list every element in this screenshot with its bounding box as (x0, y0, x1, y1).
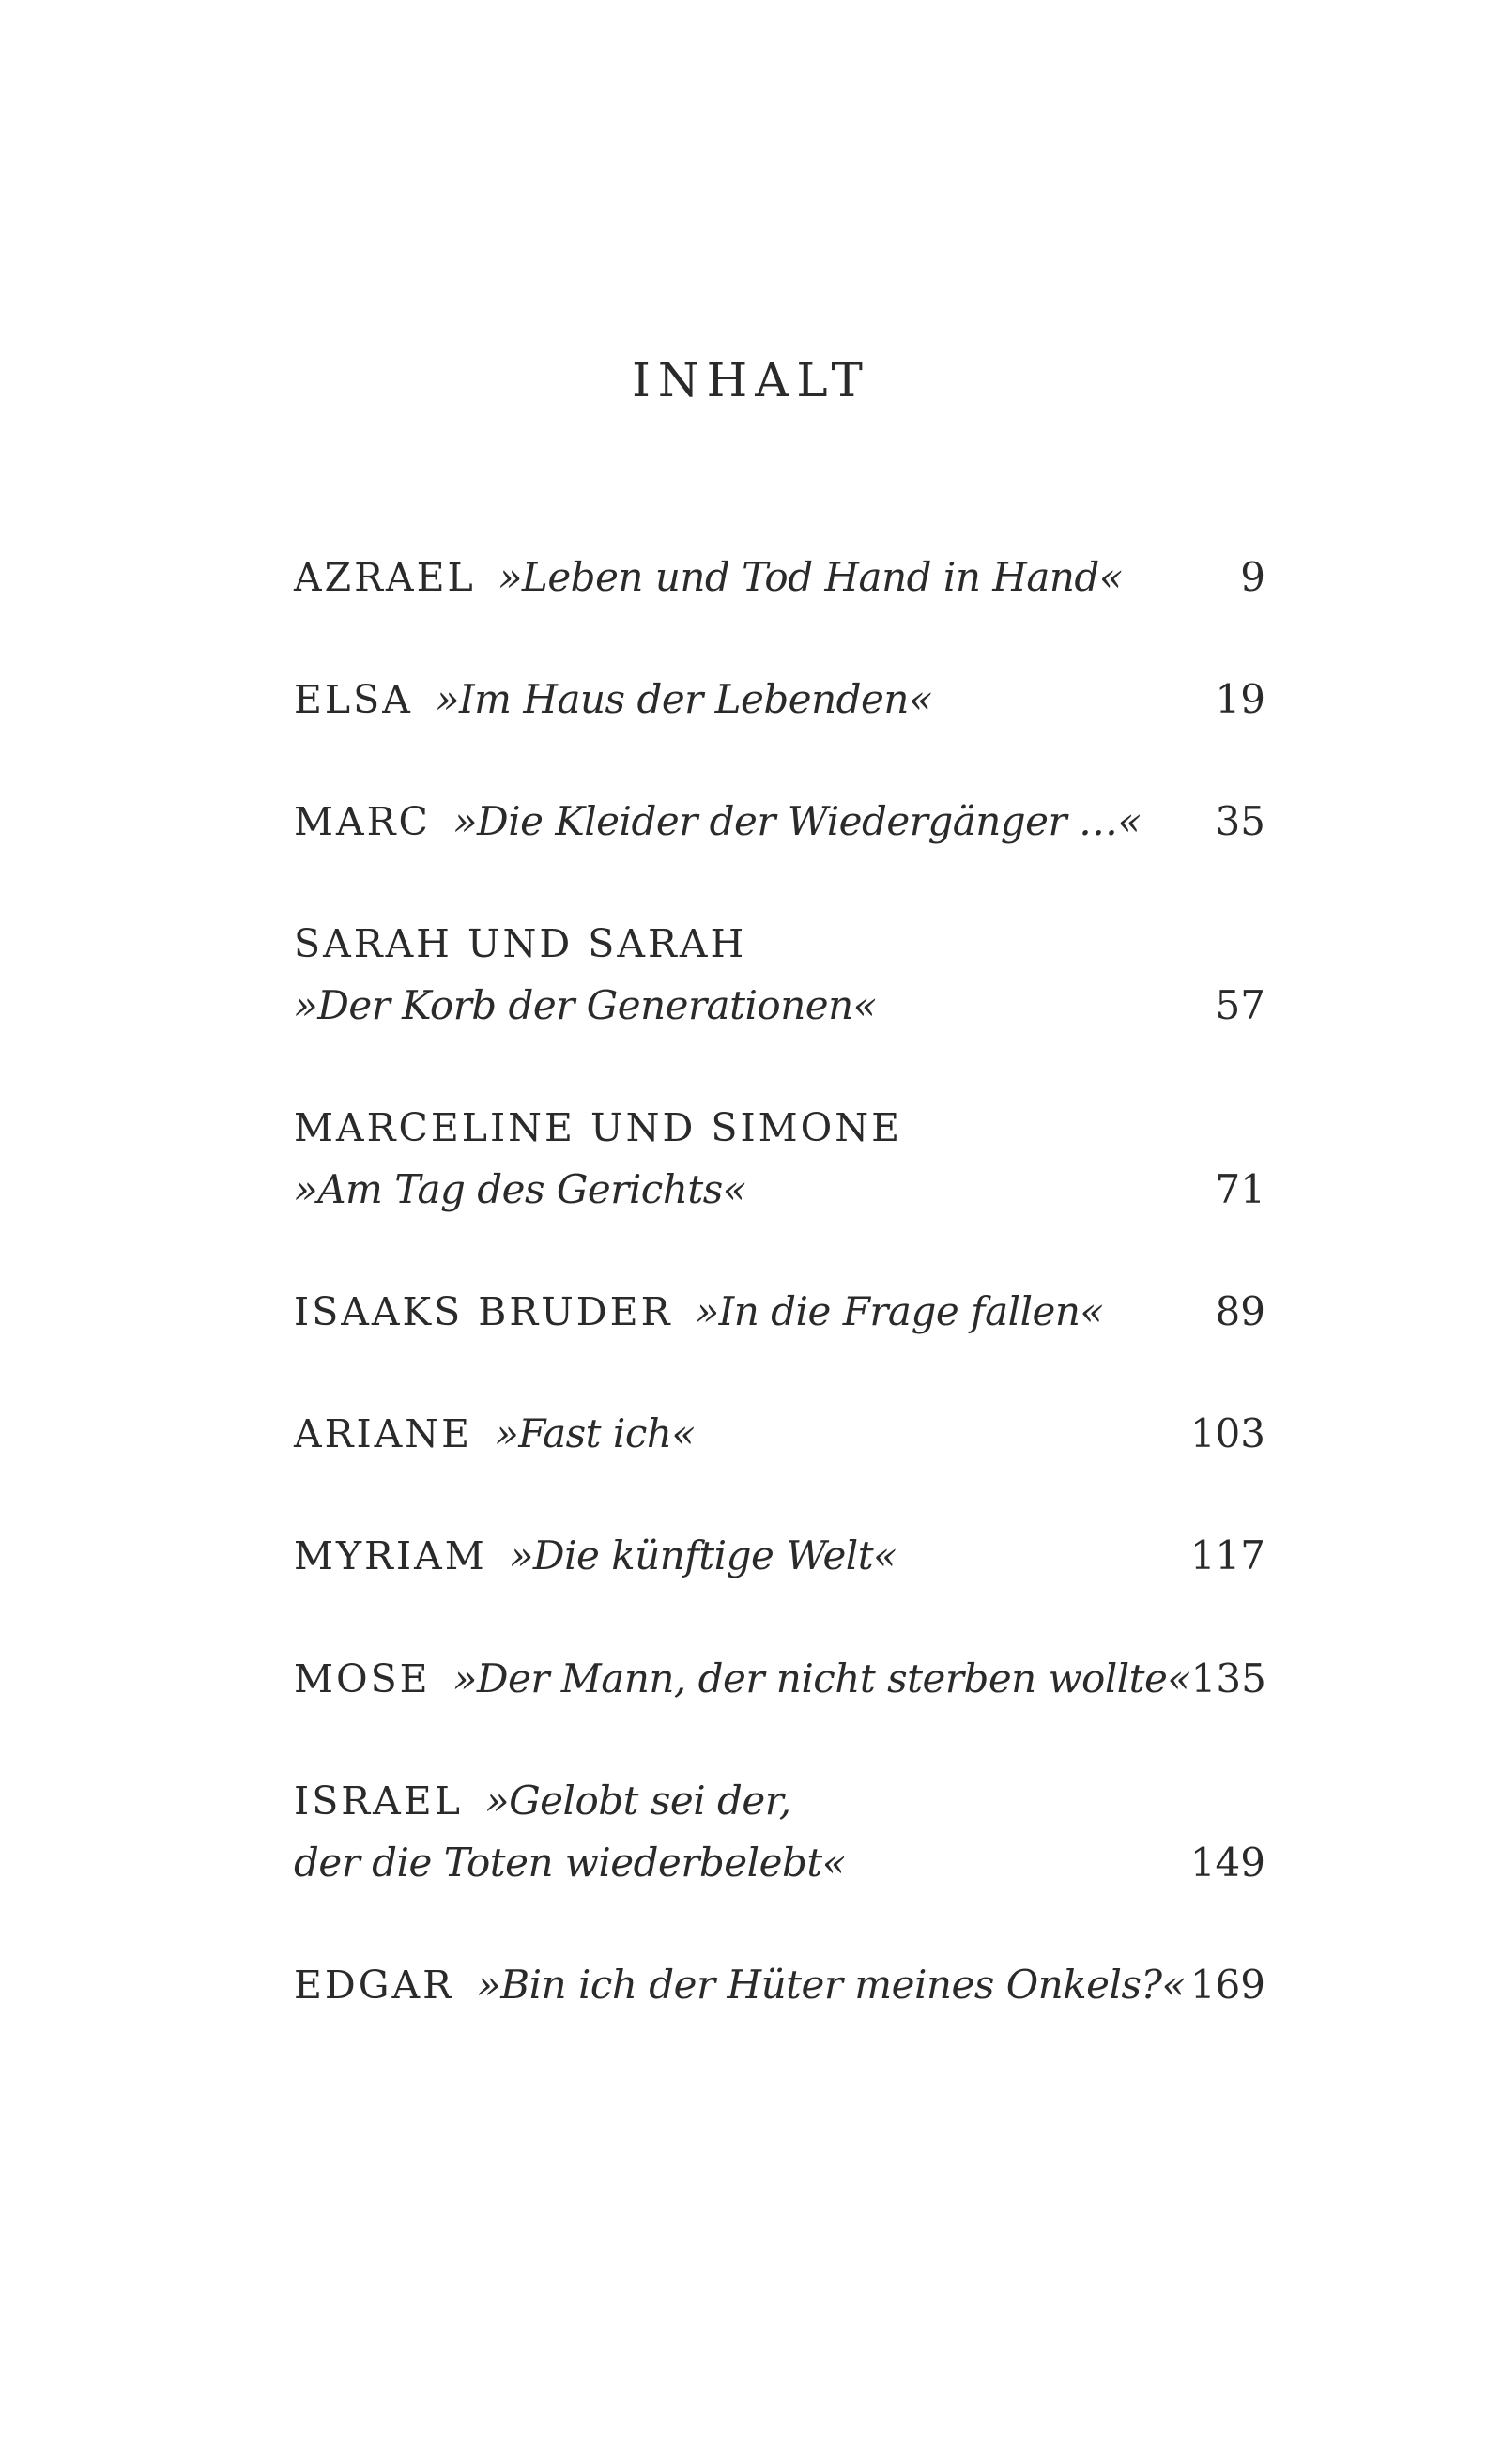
toc-line (294, 1159, 1265, 1221)
toc-entry-azrael[interactable] (294, 547, 1265, 608)
toc-entry-myriam[interactable] (294, 1525, 1265, 1587)
toc-line (294, 1648, 1265, 1710)
toc-entry-subtitle: »Am Tag des Gerichts« (294, 1166, 746, 1212)
toc-entry-israel[interactable] (294, 1770, 1265, 1894)
toc-entry-ariane[interactable] (294, 1403, 1265, 1465)
toc-entry-name: SARAH UND SARAH (294, 921, 747, 966)
toc-line (294, 669, 1265, 731)
toc-entry-page: 89 (1215, 1288, 1265, 1334)
toc-entry-page: 149 (1189, 1840, 1265, 1886)
toc-entry-edgar[interactable] (294, 1954, 1265, 2016)
toc-entry-name: MYRIAM (294, 1533, 487, 1578)
toc-entry-elsa[interactable] (294, 669, 1265, 731)
toc-entry-page: 71 (1215, 1166, 1265, 1212)
toc-entry-name: MOSE (294, 1656, 431, 1702)
toc-line (294, 1770, 1265, 1832)
toc-line (294, 1281, 1265, 1343)
toc-entry-name: ELSA (294, 677, 413, 722)
toc-entry-name: AZRAEL (294, 555, 476, 600)
toc-line (294, 1525, 1265, 1587)
toc-line (294, 1403, 1265, 1465)
toc-entry-subtitle: »Im Haus der Lebenden« (435, 676, 933, 722)
toc-entry-subtitle: »Fast ich« (495, 1410, 696, 1456)
toc-entry-subtitle: »Bin ich der Hüter meines Onkels?« (477, 1962, 1186, 2008)
toc-line (294, 1832, 1265, 1894)
toc-line (294, 975, 1265, 1037)
toc-entry-page: 135 (1190, 1656, 1266, 1702)
toc-entry-subtitle: »Die Kleider der Wiedergänger …« (452, 798, 1142, 844)
toc-entry-page: 19 (1215, 676, 1265, 722)
toc-entry-page: 103 (1189, 1410, 1265, 1456)
toc-entry-subtitle: »In die Frage fallen« (695, 1288, 1104, 1334)
toc-entry-mose[interactable] (294, 1648, 1265, 1710)
toc-entry-page: 169 (1189, 1962, 1265, 2008)
toc-entry-name: ISRAEL (294, 1779, 463, 1824)
toc-line (294, 791, 1265, 853)
toc-entry-sarah-und-sarah[interactable] (294, 913, 1265, 1037)
toc-line (294, 547, 1265, 608)
toc-entry-page: 9 (1240, 554, 1265, 600)
toc-entry-name: ARIANE (294, 1411, 473, 1456)
toc-entry-subtitle: »Der Mann, der nicht sterben wollte« (452, 1656, 1191, 1702)
toc-entry-subtitle: der die Toten wiederbelebt« (294, 1840, 846, 1886)
toc-line (294, 1954, 1265, 2016)
toc-entry-marc[interactable] (294, 791, 1265, 853)
toc-entry-name: EDGAR (294, 1963, 455, 2008)
toc-line (294, 913, 1265, 975)
toc-entry-subtitle: »Leben und Tod Hand in Hand« (498, 554, 1124, 600)
page-title: INHALT (632, 353, 870, 408)
toc-entry-name: ISAAKS BRUDER (294, 1289, 673, 1334)
toc-entry-marceline-und-simone[interactable] (294, 1097, 1265, 1221)
toc-entry-subtitle: »Die künftige Welt« (509, 1532, 897, 1578)
toc-entry-page: 57 (1215, 982, 1265, 1028)
toc-line (294, 1097, 1265, 1159)
toc-entry-page: 35 (1215, 798, 1265, 844)
toc-entry-isaaks-bruder[interactable] (294, 1281, 1265, 1343)
toc-entry-page: 117 (1189, 1532, 1265, 1578)
toc-entry-name: MARCELINE UND SIMONE (294, 1105, 903, 1150)
toc-entry-subtitle: »Gelobt sei der, (484, 1778, 791, 1824)
toc-entry-name: MARC (294, 799, 431, 844)
toc-entry-subtitle: »Der Korb der Generationen« (294, 982, 877, 1028)
